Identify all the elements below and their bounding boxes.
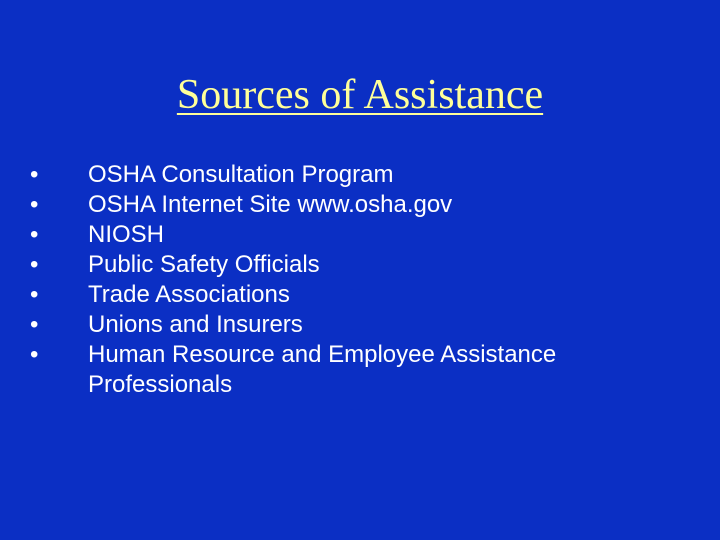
bullet-item <box>26 340 686 400</box>
bullet-text: Unions and Insurers <box>88 311 303 338</box>
bullet-item <box>26 190 686 220</box>
bullet-icon: • <box>30 341 39 368</box>
bullet-icon: • <box>30 251 39 278</box>
slide-title <box>0 70 720 120</box>
bullet-item <box>26 310 686 340</box>
bullet-text: Human Resource and Employee Assistance Professionals <box>88 341 557 398</box>
bullet-item <box>26 280 686 310</box>
bullet-list <box>26 160 686 400</box>
bullet-item <box>26 250 686 280</box>
bullet-text: OSHA Internet Site www.osha.gov <box>88 191 453 218</box>
bullet-icon: • <box>30 281 39 308</box>
bullet-icon: • <box>30 221 39 248</box>
bullet-icon: • <box>30 191 39 218</box>
slide-title-text: Sources of Assistance <box>176 72 544 118</box>
bullet-text: OSHA Consultation Program <box>88 161 394 188</box>
bullet-icon: • <box>30 161 39 188</box>
bullet-item <box>26 220 686 250</box>
bullet-item <box>26 160 686 190</box>
bullet-text: NIOSH <box>88 221 165 248</box>
bullet-icon: • <box>30 311 39 338</box>
bullet-text: Public Safety Officials <box>88 251 320 278</box>
bullet-text: Trade Associations <box>88 281 290 308</box>
